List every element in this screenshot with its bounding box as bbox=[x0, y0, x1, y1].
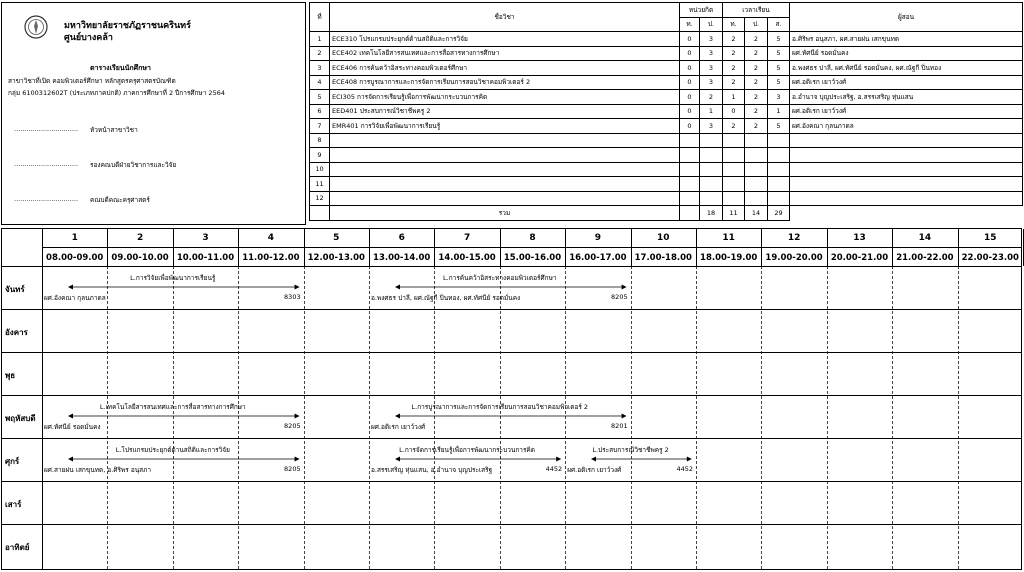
course-row bbox=[310, 61, 1023, 76]
credit-cell: 2 bbox=[745, 104, 768, 119]
sub-header: ป. bbox=[700, 17, 723, 32]
no-cell: 1 bbox=[310, 32, 330, 47]
credit-cell bbox=[680, 191, 700, 206]
sub-header: ท. bbox=[723, 17, 745, 32]
period-time: 19.00-20.00 bbox=[765, 253, 823, 263]
class-room: 4452 bbox=[676, 465, 693, 473]
credit-cell bbox=[768, 133, 790, 148]
credit-cell: 3 bbox=[700, 32, 723, 47]
class-title: L.การจัดการเรียนรู้เพื่อการพัฒนากระบวนการคิด bbox=[399, 446, 536, 454]
total-cell: 29 bbox=[768, 206, 790, 221]
day-label: พฤหัสบดี bbox=[5, 413, 36, 423]
period-time: 13.00-14.00 bbox=[373, 253, 431, 263]
signature-dots: ............................... bbox=[14, 195, 79, 203]
period-time: 09.00-10.00 bbox=[111, 253, 169, 263]
credit-cell: 2 bbox=[745, 32, 768, 47]
class-title: L.การบูรณาการและการจัดการเรียนการสอนวิชาคอมพิวเตอร์ 2 bbox=[411, 403, 589, 411]
header-course: ชื่อวิชา bbox=[330, 3, 680, 32]
course-cell: ECE406 การค้นคว้าอิสระทางคอมพิวเตอร์ศึกษา bbox=[330, 61, 680, 76]
class-title: L.โปรแกรมประยุกต์ด้านสถิติและการวิจัย bbox=[115, 446, 230, 454]
instructor-cell bbox=[790, 133, 1023, 148]
credit-cell: 1 bbox=[723, 90, 745, 105]
no-cell: 6 bbox=[310, 104, 330, 119]
course-row bbox=[310, 46, 1023, 61]
signature-dots: ............................... bbox=[14, 125, 79, 133]
credit-cell: 0 bbox=[680, 119, 700, 134]
class-teacher: ผศ.ทัศนีย์ รอดมั่นคง bbox=[44, 423, 101, 431]
no-cell: 4 bbox=[310, 75, 330, 90]
credit-cell: 0 bbox=[680, 61, 700, 76]
credit-cell: 0 bbox=[680, 32, 700, 47]
credit-cell: 0 bbox=[680, 104, 700, 119]
header-panel bbox=[1, 2, 306, 225]
credit-cell bbox=[723, 177, 745, 192]
class-teacher: ผศ.อังคณา กุลนภาดล bbox=[44, 294, 106, 302]
credit-cell: 0 bbox=[680, 46, 700, 61]
credit-cell: 1 bbox=[768, 104, 790, 119]
day-divider bbox=[2, 309, 1021, 310]
credit-cell bbox=[768, 177, 790, 192]
credit-cell: 2 bbox=[723, 75, 745, 90]
class-title: L.ประสบการณ์วิชาชีพครู 2 bbox=[592, 446, 669, 454]
course-cell: EMR401 การวิจัยเพื่อพัฒนาการเรียนรู้ bbox=[330, 119, 680, 134]
instructor-cell: อ.ศิริพร อนุสภา, ผศ.สายฝน เสกขุนทด bbox=[790, 32, 1023, 47]
credit-cell bbox=[723, 191, 745, 206]
period-number: 12 bbox=[787, 233, 801, 243]
course-cell: ECI305 การจัดการเรียนรู้เพื่อการพัฒนากระบวนการคิด bbox=[330, 90, 680, 105]
span-arrow-icon bbox=[591, 455, 692, 463]
no-cell: 10 bbox=[310, 162, 330, 177]
credit-cell: 0 bbox=[680, 90, 700, 105]
day-label: พุธ bbox=[5, 370, 16, 380]
credit-cell: 0 bbox=[723, 104, 745, 119]
course-row bbox=[310, 191, 1023, 206]
credit-cell bbox=[745, 133, 768, 148]
instructor-cell: ผศ.อติเรก เยาว์วงศ์ bbox=[790, 75, 1023, 90]
class-teacher: อ.สรรเสริญ หุ่นแสน, อ.อำนาจ บุญประเสริฐ bbox=[371, 466, 493, 474]
course-cell bbox=[330, 191, 680, 206]
span-arrow-icon bbox=[68, 283, 300, 291]
weekly-schedule-grid bbox=[1, 228, 1022, 570]
class-block[interactable] bbox=[369, 395, 631, 438]
credit-cell: 2 bbox=[745, 46, 768, 61]
period-time: 10.00-11.00 bbox=[176, 253, 235, 263]
period-time: 15.00-16.00 bbox=[503, 253, 562, 263]
day-label: เสาร์ bbox=[5, 499, 22, 509]
course-row bbox=[310, 162, 1023, 177]
course-cell: ECE402 เทคโนโลยีสารสนเทศและการสื่อสารทางการศึกษา bbox=[330, 46, 680, 61]
day-label: จันทร์ bbox=[5, 284, 25, 294]
no-cell: 3 bbox=[310, 61, 330, 76]
credit-cell: 2 bbox=[723, 61, 745, 76]
credit-cell bbox=[680, 162, 700, 177]
class-teacher: ผศ.อติเรก เยาว์วงศ์ bbox=[567, 466, 622, 474]
class-block[interactable] bbox=[42, 438, 304, 481]
credit-cell: 5 bbox=[768, 75, 790, 90]
schedule-title: ตารางเรียนนักศึกษา bbox=[90, 64, 151, 72]
total-cell: 14 bbox=[745, 206, 768, 221]
class-block[interactable] bbox=[369, 266, 631, 309]
credit-cell: 5 bbox=[768, 61, 790, 76]
credit-cell: 2 bbox=[723, 32, 745, 47]
period-time: 21.00-22.00 bbox=[896, 253, 954, 263]
signature-label: รองคณบดีฝ่ายวิชาการและวิจัย bbox=[90, 161, 177, 169]
credit-cell bbox=[768, 148, 790, 163]
program-line: สาขาวิชาที่เปิด คอมพิวเตอร์ศึกษา หลักสูตรครุศาสตรบัณฑิต bbox=[8, 77, 176, 85]
no-cell: 12 bbox=[310, 191, 330, 206]
instructor-cell: ผศ.อังคณา กุลนภาดล bbox=[790, 119, 1023, 134]
course-row bbox=[310, 32, 1023, 47]
no-cell: 5 bbox=[310, 90, 330, 105]
class-teacher: ผศ.อติเรก เยาว์วงศ์ bbox=[371, 423, 426, 431]
course-cell bbox=[330, 162, 680, 177]
credit-cell bbox=[680, 148, 700, 163]
course-row bbox=[310, 104, 1023, 119]
course-cell bbox=[330, 148, 680, 163]
period-number: 4 bbox=[267, 233, 275, 243]
class-block[interactable] bbox=[42, 266, 304, 309]
credit-cell bbox=[680, 133, 700, 148]
credit-cell bbox=[680, 177, 700, 192]
credit-cell bbox=[745, 162, 768, 177]
period-number: 8 bbox=[529, 233, 536, 243]
course-cell: ECE310 โปรแกรมประยุกต์ด้านสถิติและการวิจัย bbox=[330, 32, 680, 47]
sub-header: ป. bbox=[745, 17, 768, 32]
period-time: 17.00-18.00 bbox=[634, 253, 692, 263]
credit-cell: 2 bbox=[745, 75, 768, 90]
class-block[interactable] bbox=[369, 438, 565, 481]
credit-cell bbox=[745, 148, 768, 163]
instructor-cell: ผศ.อติเรก เยาว์วงศ์ bbox=[790, 104, 1023, 119]
class-title: L.การวิจัยเพื่อพัฒนาการเรียนรู้ bbox=[130, 274, 216, 282]
total-label: รวม bbox=[330, 206, 680, 221]
course-table bbox=[309, 2, 1023, 221]
class-title: L.เทคโนโลยีสารสนเทศและการสื่อสารทางการศึกษา bbox=[99, 403, 246, 411]
class-room: 8205 bbox=[284, 422, 301, 430]
day-divider bbox=[2, 481, 1021, 482]
period-number: 7 bbox=[463, 233, 471, 243]
class-block[interactable] bbox=[565, 438, 696, 481]
period-number: 13 bbox=[853, 233, 866, 243]
period-number: 14 bbox=[918, 233, 932, 243]
header-divider bbox=[42, 247, 1021, 248]
class-block[interactable] bbox=[42, 395, 304, 438]
period-number: 6 bbox=[398, 233, 405, 243]
class-room: 8205 bbox=[284, 465, 301, 473]
day-label: ศุกร์ bbox=[5, 456, 20, 466]
credit-cell: 3 bbox=[700, 119, 723, 134]
period-number: 5 bbox=[333, 233, 340, 243]
period-number: 2 bbox=[136, 233, 144, 243]
header-instructor: ผู้สอน bbox=[790, 3, 1023, 32]
instructor-cell: ผศ.ทัศนีย์ รอดมั่นคง bbox=[790, 46, 1023, 61]
credit-cell bbox=[768, 162, 790, 177]
credit-cell: 2 bbox=[745, 119, 768, 134]
total-cell: 18 bbox=[700, 206, 723, 221]
span-arrow-icon bbox=[395, 283, 627, 291]
credit-cell bbox=[745, 191, 768, 206]
course-cell bbox=[330, 177, 680, 192]
credit-cell: 0 bbox=[680, 75, 700, 90]
no-cell: 2 bbox=[310, 46, 330, 61]
span-arrow-icon bbox=[68, 412, 300, 420]
instructor-cell bbox=[790, 177, 1023, 192]
period-number: 10 bbox=[657, 233, 670, 243]
class-title: L.การค้นคว้าอิสระทางคอมพิวเตอร์ศึกษา bbox=[443, 274, 557, 282]
credit-cell: 2 bbox=[700, 90, 723, 105]
credit-cell bbox=[768, 191, 790, 206]
period-number: 11 bbox=[722, 233, 735, 243]
credit-cell bbox=[745, 177, 768, 192]
course-cell: EED401 ประสบการณ์วิชาชีพครู 2 bbox=[330, 104, 680, 119]
day-label: อาทิตย์ bbox=[5, 542, 30, 552]
signature-label: คณบดีคณะครุศาสตร์ bbox=[90, 196, 150, 204]
credit-cell bbox=[723, 133, 745, 148]
class-room: 8201 bbox=[611, 422, 628, 430]
credit-cell: 2 bbox=[723, 46, 745, 61]
period-number: 15 bbox=[984, 233, 997, 243]
instructor-cell: อ.พงศธร ปาลี, ผศ.ทัศนีย์ รอดมั่นคง, ผศ.ณัฐกี ปิ่นทอง bbox=[790, 61, 1023, 76]
group-line: กลุ่ม 6100312602T (ประเภทภาคปกติ) ภาคการศึกษาที่ 2 ปีการศึกษา 2564 bbox=[8, 89, 225, 97]
course-cell bbox=[330, 133, 680, 148]
period-time: 16.00-17.00 bbox=[569, 253, 627, 263]
class-teacher: ผศ.สายฝน เสกขุนทด, อ.ศิริพร อนุสภา bbox=[44, 466, 152, 474]
course-cell: ECE408 การบูรณาการและการจัดการเรียนการสอนวิชาคอมพิวเตอร์ 2 bbox=[330, 75, 680, 90]
credit-cell: 3 bbox=[700, 75, 723, 90]
credit-cell bbox=[700, 191, 723, 206]
university-seal-icon bbox=[24, 15, 48, 39]
credit-cell bbox=[700, 148, 723, 163]
no-cell: 8 bbox=[310, 133, 330, 148]
sub-header: ท. bbox=[680, 17, 700, 32]
credit-cell bbox=[700, 162, 723, 177]
period-time: 20.00-21.00 bbox=[830, 253, 889, 263]
credit-cell: 3 bbox=[700, 61, 723, 76]
credit-cell bbox=[723, 148, 745, 163]
sub-header: ส. bbox=[768, 17, 790, 32]
course-row bbox=[310, 148, 1023, 163]
credit-cell: 1 bbox=[700, 104, 723, 119]
total-row bbox=[310, 206, 1023, 221]
period-time: 12.00-13.00 bbox=[307, 253, 365, 263]
period-time: 11.00-12.00 bbox=[242, 253, 300, 263]
class-room: 8303 bbox=[284, 293, 301, 301]
no-cell: 11 bbox=[310, 177, 330, 192]
total-cell bbox=[680, 206, 700, 221]
course-row bbox=[310, 119, 1023, 134]
span-arrow-icon bbox=[395, 412, 627, 420]
credit-cell bbox=[723, 162, 745, 177]
instructor-cell bbox=[790, 162, 1023, 177]
credit-cell: 3 bbox=[700, 46, 723, 61]
period-number: 1 bbox=[71, 233, 78, 243]
period-time: 22.00-23.00 bbox=[961, 253, 1019, 263]
credit-cell bbox=[700, 177, 723, 192]
university-name: มหาวิทยาลัยราชภัฏราชนครินทร์ bbox=[64, 21, 191, 31]
no-cell: 7 bbox=[310, 119, 330, 134]
credit-cell bbox=[700, 133, 723, 148]
credit-cell: 2 bbox=[745, 61, 768, 76]
period-number: 3 bbox=[202, 233, 209, 243]
course-row bbox=[310, 177, 1023, 192]
signature-dots: ............................... bbox=[14, 160, 79, 168]
day-divider bbox=[2, 524, 1021, 525]
campus-name: ศูนย์บางคล้า bbox=[64, 33, 113, 43]
period-time: 14.00-15.00 bbox=[438, 253, 496, 263]
total-cell: 11 bbox=[723, 206, 745, 221]
credit-cell: 2 bbox=[723, 119, 745, 134]
class-room: 4452 bbox=[545, 465, 563, 473]
course-row bbox=[310, 75, 1023, 90]
span-arrow-icon bbox=[68, 455, 300, 463]
header-credits: หน่วยกิต bbox=[680, 3, 723, 18]
instructor-cell bbox=[790, 191, 1023, 206]
course-row bbox=[310, 90, 1023, 105]
credit-cell: 5 bbox=[768, 46, 790, 61]
credit-cell: 2 bbox=[745, 90, 768, 105]
class-room: 8205 bbox=[611, 293, 628, 301]
course-row bbox=[310, 133, 1023, 148]
instructor-cell: อ.อำนาจ บุญประเสริฐ, อ.สรรเสริญ หุ่นแสน bbox=[790, 90, 1023, 105]
credit-cell: 5 bbox=[768, 32, 790, 47]
instructor-cell bbox=[790, 148, 1023, 163]
span-arrow-icon bbox=[395, 455, 561, 463]
period-time: 08.00-09.00 bbox=[46, 253, 104, 263]
day-label: อังคาร bbox=[5, 327, 28, 337]
day-divider bbox=[2, 352, 1021, 353]
credit-cell: 3 bbox=[768, 90, 790, 105]
credit-cell: 5 bbox=[768, 119, 790, 134]
no-cell: 9 bbox=[310, 148, 330, 163]
period-number: 9 bbox=[594, 233, 602, 243]
period-time: 18.00-19.00 bbox=[700, 253, 758, 263]
header-no: ที่ bbox=[310, 3, 330, 32]
signature-label: หัวหน้าสาขาวิชา bbox=[90, 126, 138, 134]
class-teacher: อ.พงศธร ปาลี, ผศ.ณัฐกี ปิ่นทอง, ผศ.ทัศนีย์ รอดมั่นคง bbox=[371, 294, 521, 302]
header-hours: เวลาเรียน bbox=[723, 3, 790, 18]
